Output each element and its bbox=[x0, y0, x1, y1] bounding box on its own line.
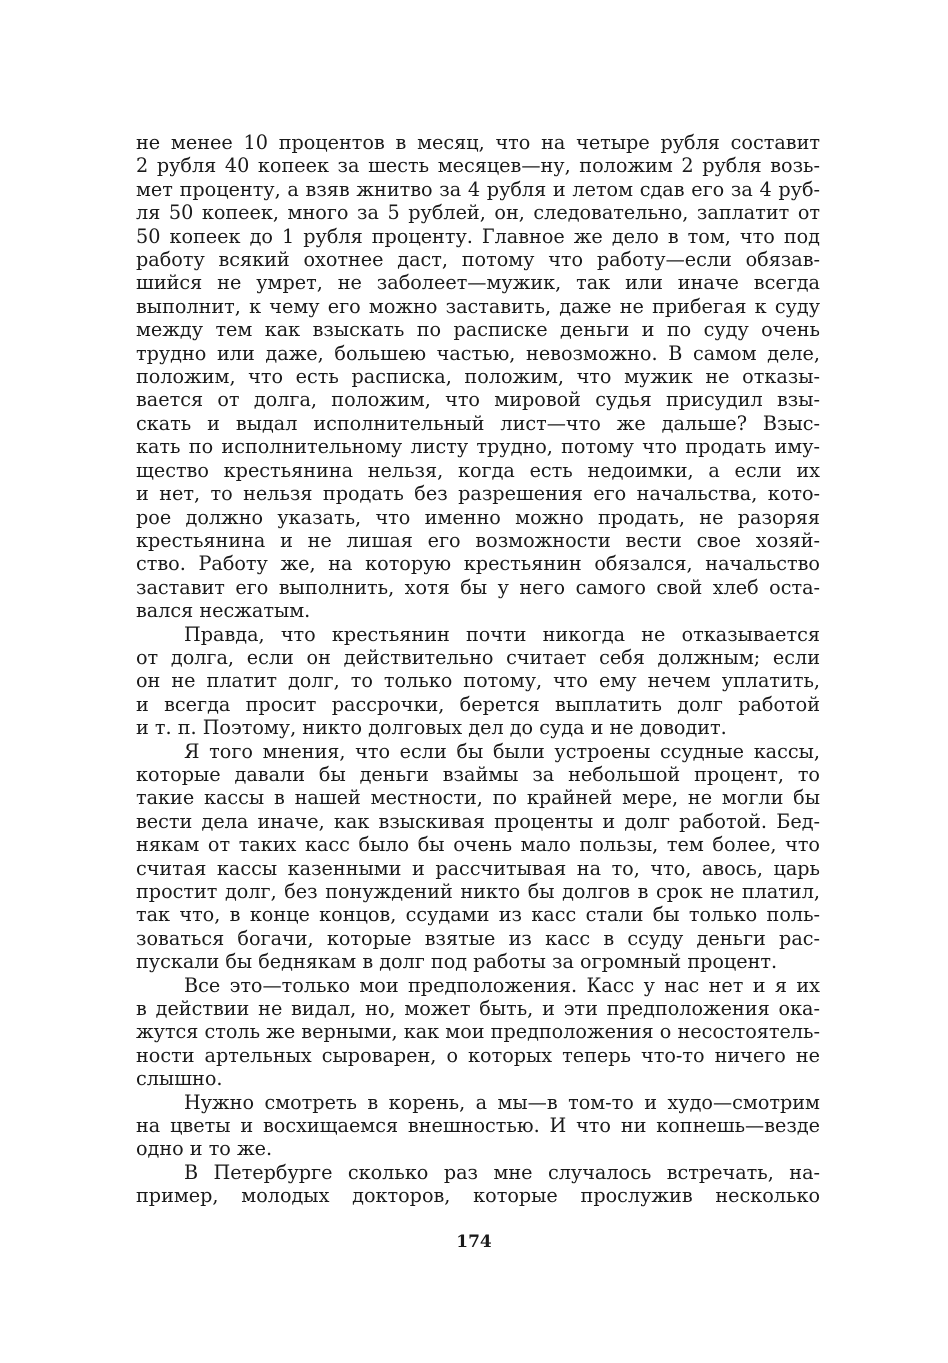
text-line: крестьянина и не лишая его возможности вести свое хозяй- bbox=[136, 528, 820, 552]
paragraph bbox=[136, 1091, 820, 1161]
body-text bbox=[136, 131, 820, 1208]
paragraph bbox=[136, 974, 820, 1091]
text-line: 50 копеек до 1 рубля проценту. Главное же дело в том, что под bbox=[136, 224, 820, 248]
paragraph bbox=[136, 131, 820, 623]
text-line: скать и выдал исполнительный лист—что же дальше? Взыс- bbox=[136, 411, 820, 435]
text-line: мет проценту, а взяв жнитво за 4 рубля и летом сдав его за 4 руб- bbox=[136, 177, 820, 201]
text-line: вести дела иначе, как взыскивая проценты и долг работой. Бед- bbox=[136, 809, 820, 833]
text-line: простит долг, без понуждений никто бы долгов в срок не платил, bbox=[136, 880, 820, 903]
text-line: между тем как взыскать по расписке деньги и по суду очень bbox=[136, 318, 820, 342]
paragraph bbox=[136, 1161, 820, 1208]
text-line: одно и то же. bbox=[136, 1137, 273, 1161]
text-line: от долга, если он действительно считает себя должным; если bbox=[136, 645, 820, 669]
text-line: на цветы и восхищаемся внешностью. И что ни копнешь—везде bbox=[136, 1114, 820, 1138]
paragraph bbox=[136, 740, 820, 974]
text-line: положим, что есть расписка, положим, что мужик не отказы- bbox=[136, 365, 820, 389]
text-line: трудно или даже, большею частью, невозможно. В самом деле, bbox=[136, 341, 820, 365]
text-line: такие кассы в нашей местности, по крайней мере, не могли бы bbox=[136, 786, 820, 810]
text-line: ности артельных сыроварен, о которых теперь что-то ничего не bbox=[136, 1043, 820, 1067]
text-line: вается от долга, положим, что мировой судья присудил взы- bbox=[136, 388, 820, 412]
text-line: и нет, то нельзя продать без разрешения его начальства, кото- bbox=[136, 482, 820, 506]
text-line: так что, в конце концов, ссудами из касс стали бы только поль- bbox=[136, 903, 820, 927]
text-line: пускали бы беднякам в долг под работы за огромный процент. bbox=[136, 950, 778, 974]
text-line: Нужно смотреть в корень, а мы—в том-то и худо—смотрим bbox=[184, 1090, 820, 1114]
text-line: вался несжатым. bbox=[136, 599, 311, 623]
text-line: жутся столь же верными, как мои предположения о несостоятель- bbox=[136, 1020, 820, 1044]
text-line: някам от таких касс было бы очень мало пользы, тем более, что bbox=[136, 833, 820, 857]
text-line: рое должно указать, что именно можно продать, не разоряя bbox=[136, 505, 820, 529]
text-line: кать по исполнительному листу трудно, потому что продать иму- bbox=[136, 435, 820, 459]
page-number: 174 bbox=[456, 1232, 492, 1252]
text-line: в действии не видал, но, может быть, и эти предположения ока- bbox=[136, 997, 820, 1021]
text-line: которые давали бы деньги взаймы за небольшой процент, то bbox=[136, 762, 820, 786]
text-line: и т. п. Поэтому, никто долговых дел до суда и не доводит. bbox=[136, 716, 727, 740]
text-line: Все это—только мои предположения. Касс у нас нет и я их bbox=[184, 973, 820, 997]
text-line: Правда, что крестьянин почти никогда не отказывается bbox=[184, 622, 820, 646]
text-line: 2 рубля 40 копеек за шесть месяцев—ну, положим 2 рубля возь- bbox=[136, 154, 820, 178]
text-line: щество крестьянина нельзя, когда есть недоимки, а если их bbox=[136, 458, 820, 482]
text-line: заставит его выполнить, хотя бы у него самого свой хлеб оста- bbox=[136, 575, 820, 599]
text-line: слышно. bbox=[136, 1067, 223, 1091]
text-line: В Петербурге сколько раз мне случалось встречать, на- bbox=[184, 1160, 820, 1184]
text-line: считая кассы казенными и рассчитывая на то, что, авось, царь bbox=[136, 856, 820, 880]
text-line: зоваться богачи, которые взятые из касс в ссуду деньги рас- bbox=[136, 926, 820, 950]
text-line: пример, молодых докторов, которые прослужив несколько bbox=[136, 1184, 820, 1208]
text-line: он не платит долг, то только потому, что ему нечем уплатить, bbox=[136, 669, 820, 693]
text-line: шийся не умрет, не заболеет—мужик, так или иначе всегда bbox=[136, 271, 820, 295]
text-line: и всегда просит рассрочки, берется выплатить долг работой bbox=[136, 692, 820, 716]
text-line: ля 50 копеек, много за 5 рублей, он, следовательно, заплатит от bbox=[136, 201, 820, 225]
text-line: не менее 10 процентов в месяц, что на четыре рубля составит bbox=[136, 131, 820, 154]
text-line: выполнит, к чему его можно заставить, даже не прибегая к суду bbox=[136, 294, 820, 318]
paragraph bbox=[136, 623, 820, 740]
text-line: ство. Работу же, на которую крестьянин обязался, начальство bbox=[136, 552, 820, 576]
text-line: работу всякий охотнее даст, потому что работу—если обязав- bbox=[136, 248, 820, 272]
text-line: Я того мнения, что если бы были устроены ссудные кассы, bbox=[184, 739, 820, 763]
